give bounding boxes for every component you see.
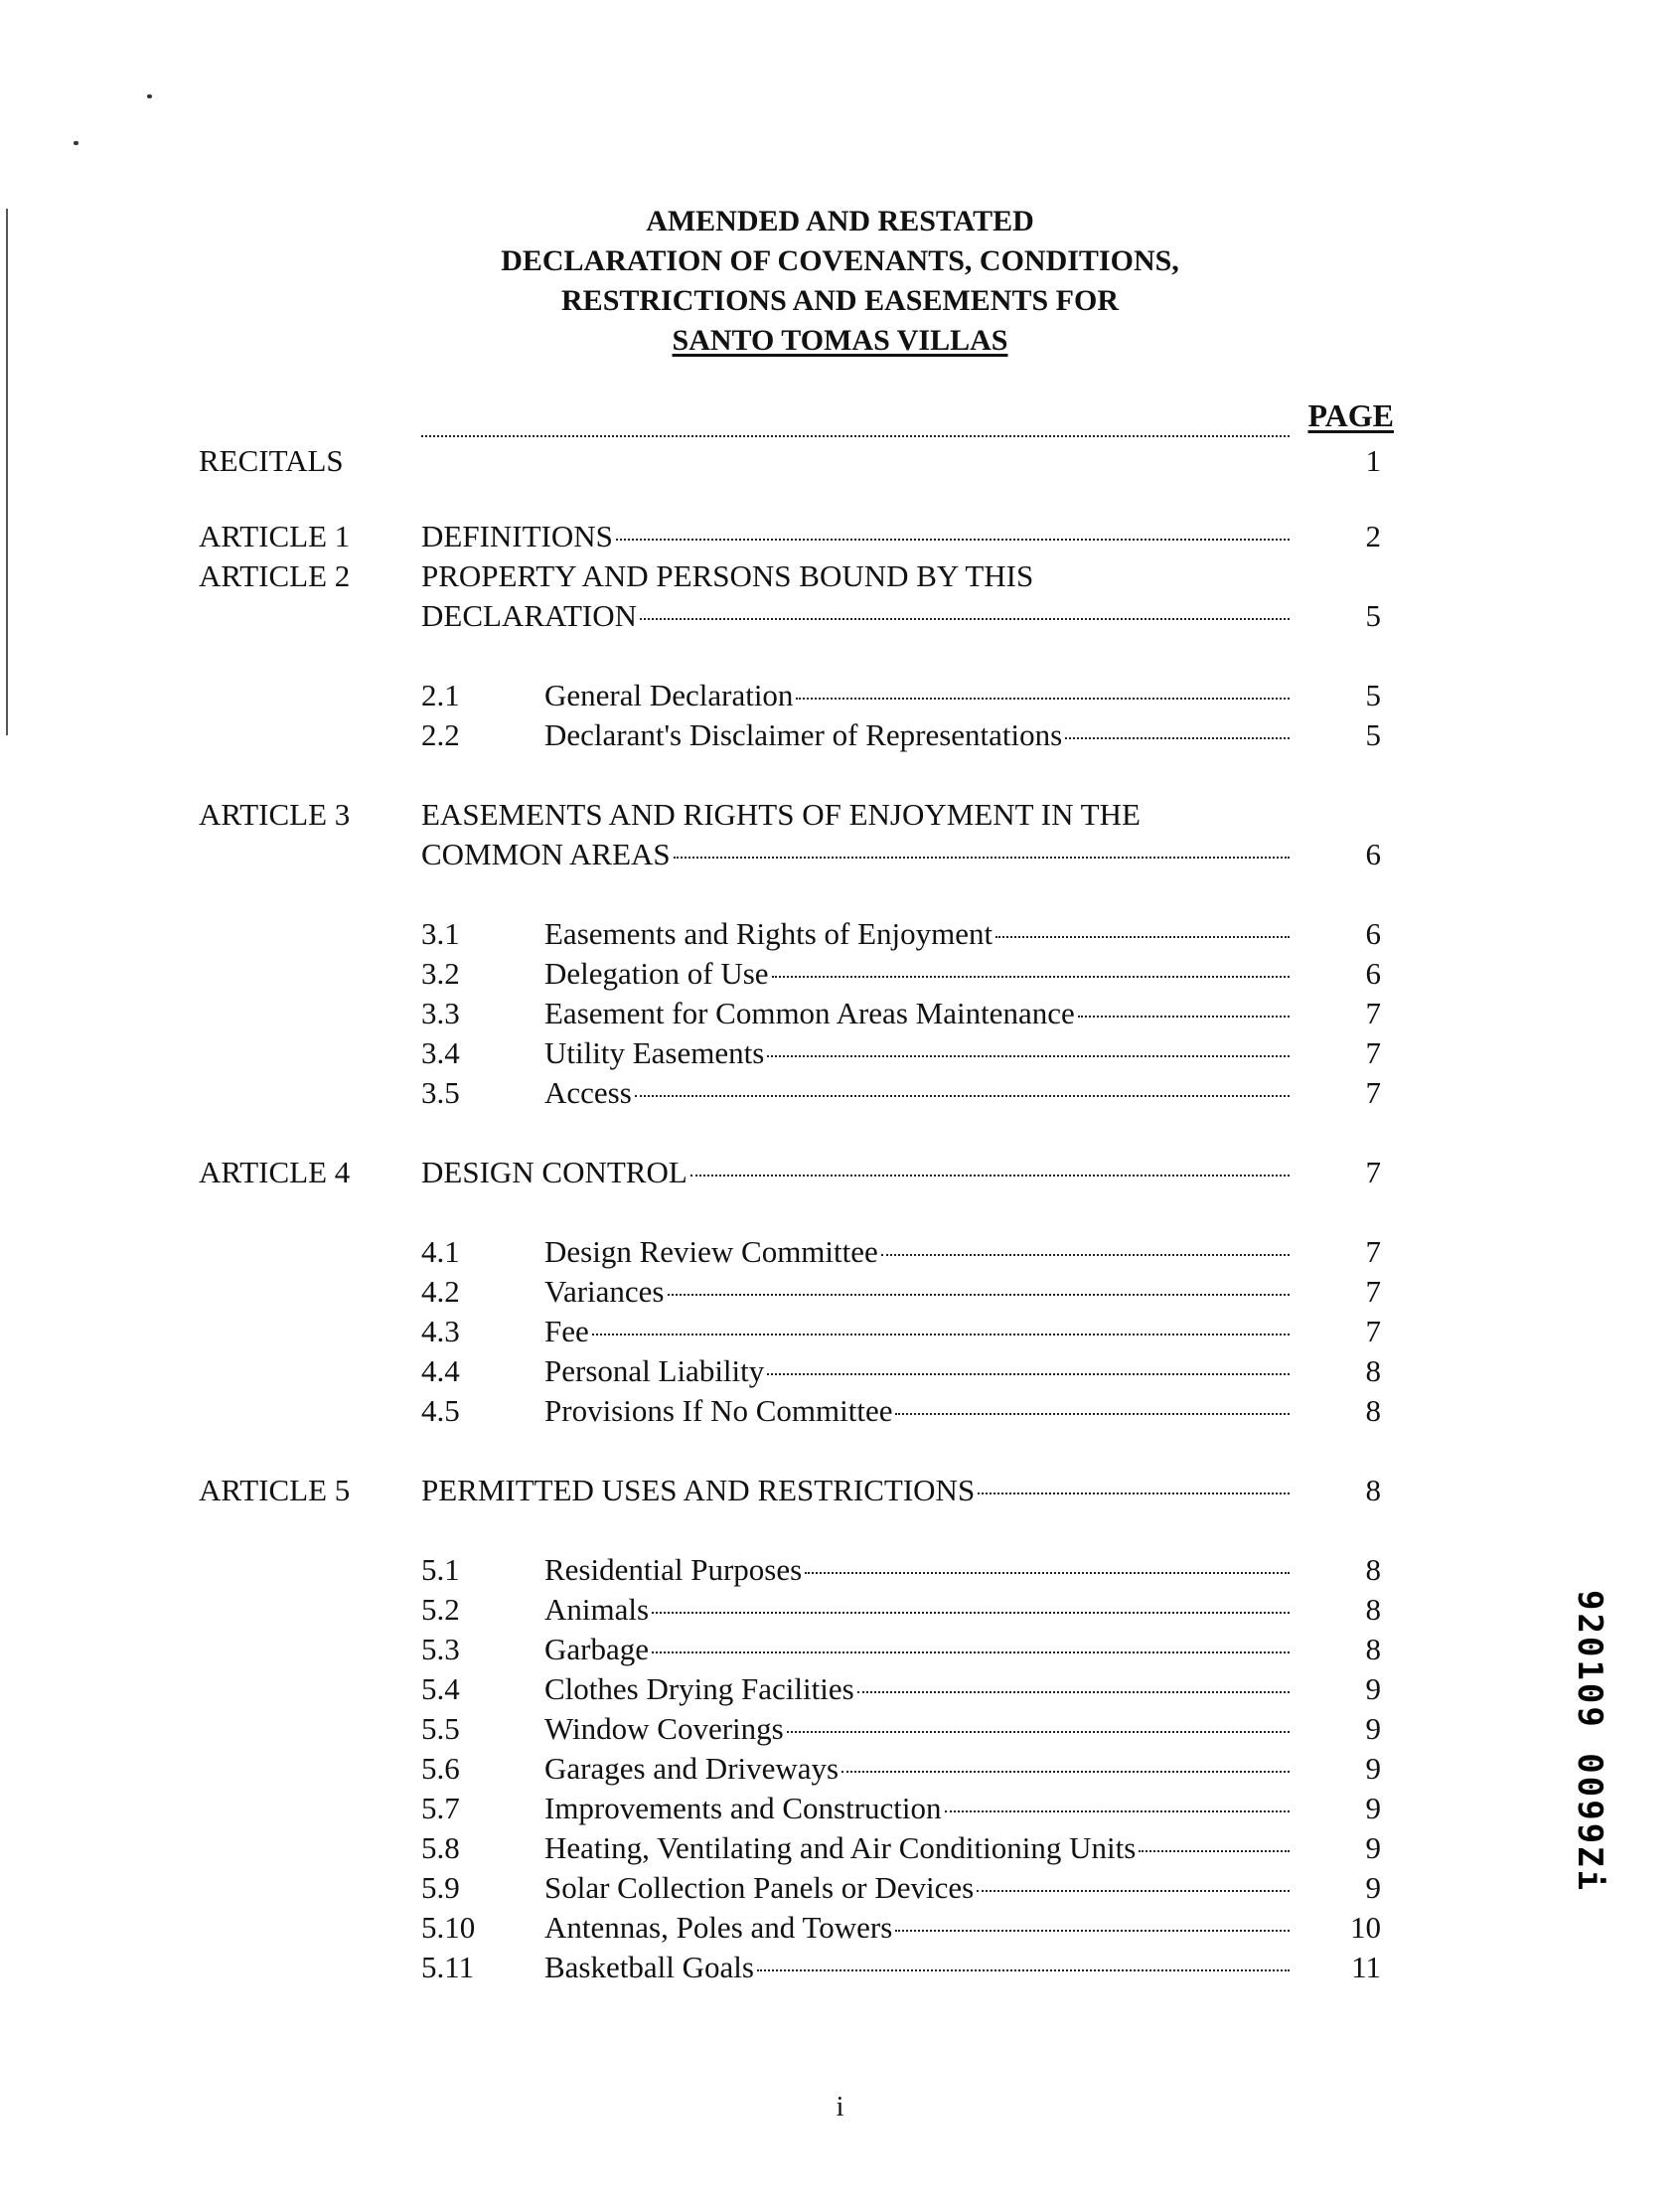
dot-leader: [592, 1333, 1290, 1336]
dot-leader: [857, 1690, 1290, 1693]
dot-leader: [652, 1650, 1290, 1653]
toc-section-title: Design Review Committee: [544, 1234, 878, 1269]
dot-leader: [995, 935, 1290, 938]
toc-row-section: [0, 913, 1680, 955]
margin-stamp: 920109 0099Zi: [1570, 1590, 1609, 1894]
toc-page-number: 8: [1365, 1393, 1381, 1428]
dot-leader: [421, 434, 1290, 437]
toc-page-number: 6: [1365, 916, 1381, 951]
toc-page-number: 8: [1365, 1592, 1381, 1627]
document-title: [0, 202, 1680, 361]
scan-speck: [147, 94, 152, 98]
toc-section-number: 5.9: [421, 1870, 460, 1905]
toc-row-section: [0, 1907, 1680, 1949]
toc-page-number: 6: [1365, 837, 1381, 871]
toc-row-article-4: [0, 1152, 1680, 1193]
toc-page-number: 8: [1365, 1473, 1381, 1507]
toc-row-section: [0, 1827, 1680, 1869]
toc-section-title: Garbage: [544, 1632, 649, 1666]
toc-section-title: Residential Purposes: [544, 1552, 803, 1587]
toc-row-section: [0, 1867, 1680, 1909]
toc-page-number: 5: [1365, 598, 1381, 633]
toc-section-number: 5.1: [421, 1552, 460, 1587]
toc-page-number: 7: [1365, 1274, 1381, 1309]
title-line-2: DECLARATION OF COVENANTS, CONDITIONS,: [501, 244, 1179, 277]
toc-title-line-1: PROPERTY AND PERSONS BOUND BY THIS: [421, 558, 1034, 593]
toc-row-section: [0, 1032, 1680, 1074]
toc-page-number: 7: [1365, 1314, 1381, 1348]
toc-label: ARTICLE 5: [199, 1473, 351, 1507]
toc-section-number: 5.2: [421, 1592, 460, 1627]
toc-page-number: 9: [1365, 1711, 1381, 1746]
toc-page-number: 5: [1365, 678, 1381, 712]
toc-row-section: [0, 1748, 1680, 1790]
toc-page-number: 7: [1365, 1075, 1381, 1110]
dot-leader: [881, 1253, 1290, 1256]
title-line-3: RESTRICTIONS AND EASEMENTS FOR: [561, 284, 1119, 317]
toc-entry: [544, 1350, 1290, 1392]
dot-leader: [652, 1611, 1290, 1614]
toc-section-number: 5.6: [421, 1751, 460, 1786]
toc-row-recitals: [0, 440, 1680, 482]
toc-entry: [544, 1668, 1290, 1710]
toc-section-number: 4.4: [421, 1353, 460, 1388]
toc-row-section: [0, 714, 1680, 756]
toc-row-section: [0, 1549, 1680, 1591]
toc-section-number: 3.5: [421, 1075, 460, 1110]
dot-leader: [895, 1929, 1290, 1932]
toc-section-number: 5.10: [421, 1910, 476, 1945]
dot-leader: [787, 1730, 1290, 1733]
dot-leader: [767, 1372, 1290, 1375]
toc-section-number: 3.4: [421, 1035, 460, 1070]
toc-entry: [544, 1311, 1290, 1352]
toc-section-number: 5.5: [421, 1711, 460, 1746]
toc-section-title: Antennas, Poles and Towers: [544, 1910, 893, 1945]
dot-leader: [1078, 1015, 1290, 1018]
toc-entry: [421, 1152, 1290, 1193]
toc-page-number: 9: [1365, 1870, 1381, 1905]
toc-page-number: 9: [1365, 1791, 1381, 1825]
toc-section-title: Improvements and Construction: [544, 1791, 942, 1825]
toc-row-section: [0, 953, 1680, 995]
toc-section-title: Easement for Common Areas Maintenance: [544, 996, 1075, 1030]
toc-row-section: [0, 1390, 1680, 1432]
toc-section-number: 5.3: [421, 1632, 460, 1666]
toc-page-number: 5: [1365, 717, 1381, 752]
toc-section-title: Animals: [544, 1592, 650, 1627]
toc-page-number: 9: [1365, 1751, 1381, 1786]
toc-entry: [544, 993, 1290, 1034]
toc-entry: [544, 1867, 1290, 1909]
dot-leader: [668, 1293, 1291, 1296]
toc-label: ARTICLE 1: [199, 519, 351, 553]
toc-section-number: 5.8: [421, 1830, 460, 1865]
toc-entry: [544, 1072, 1290, 1114]
toc-section-number: 5.7: [421, 1791, 460, 1825]
toc-page-number: 7: [1365, 1234, 1381, 1269]
dot-leader: [978, 1492, 1290, 1494]
toc-row-section: [0, 1072, 1680, 1114]
toc-page-number: 9: [1365, 1830, 1381, 1865]
toc-page-number: 11: [1351, 1950, 1381, 1984]
toc-section-number: 4.2: [421, 1274, 460, 1309]
toc-entry: [544, 1032, 1290, 1074]
toc-entry: [544, 1907, 1290, 1949]
toc-page-number: 7: [1365, 1035, 1381, 1070]
toc-row-section: [0, 1629, 1680, 1670]
toc-row-section: [0, 1311, 1680, 1352]
toc-entry: [421, 595, 1290, 637]
toc-row-article-2-cont: [0, 595, 1680, 637]
toc-section-title: Solar Collection Panels or Devices: [544, 1870, 975, 1905]
toc-entry: [544, 913, 1290, 955]
dot-leader: [757, 1968, 1290, 1971]
dot-leader: [616, 538, 1290, 541]
dot-leader: [1139, 1849, 1290, 1852]
toc-entry: [544, 714, 1290, 756]
title-line-1: AMENDED AND RESTATED: [646, 205, 1034, 237]
dot-leader: [772, 975, 1290, 978]
toc-page-number: 10: [1350, 1910, 1381, 1945]
toc-row-section: [0, 1708, 1680, 1750]
toc-entry: [544, 1549, 1290, 1591]
toc-section-title: Fee: [544, 1314, 589, 1348]
dot-leader: [805, 1571, 1290, 1574]
title-line-4: SANTO TOMAS VILLAS: [672, 324, 1008, 357]
toc-section-title: Heating, Ventilating and Air Conditioning Units: [544, 1830, 1137, 1865]
toc-section-number: 5.4: [421, 1671, 460, 1706]
toc-section-number: 4.5: [421, 1393, 460, 1428]
toc-row-article-3-cont: [0, 834, 1680, 875]
toc-section-title: General Declaration: [544, 678, 794, 712]
toc-row-section: [0, 1231, 1680, 1273]
toc-title-line-1: EASEMENTS AND RIGHTS OF ENJOYMENT IN THE: [421, 797, 1141, 832]
toc-section-number: 4.3: [421, 1314, 460, 1348]
toc-section-title: Garages and Driveways: [544, 1751, 840, 1786]
toc-entry: [421, 440, 1290, 443]
toc-entry: [544, 1748, 1290, 1790]
toc-title: PERMITTED USES AND RESTRICTIONS: [421, 1473, 976, 1507]
scan-speck: [74, 141, 78, 145]
toc-entry: [421, 834, 1290, 875]
toc-page-number: 8: [1365, 1632, 1381, 1666]
toc-page-number: 8: [1365, 1552, 1381, 1587]
dot-leader: [977, 1889, 1290, 1892]
toc-section-title: Personal Liability: [544, 1353, 765, 1388]
toc-entry: [544, 1827, 1290, 1869]
toc-section-number: 3.1: [421, 916, 460, 951]
dot-leader: [640, 617, 1290, 620]
toc-entry: [544, 1390, 1290, 1432]
toc-entry: [544, 1271, 1290, 1313]
toc-label: ARTICLE 4: [199, 1155, 351, 1189]
toc-row-article-2: [0, 555, 1680, 597]
toc-section-title: Variances: [544, 1274, 665, 1309]
toc-entry: [544, 1589, 1290, 1631]
toc-section-number: 2.2: [421, 717, 460, 752]
toc-entry: [544, 1231, 1290, 1273]
toc-section-number: 3.3: [421, 996, 460, 1030]
toc-row-article-5: [0, 1470, 1680, 1511]
toc-section-title: Declarant's Disclaimer of Representations: [544, 717, 1063, 752]
dot-leader: [767, 1054, 1290, 1057]
toc-section-title: Delegation of Use: [544, 956, 769, 991]
toc-entry: [544, 1788, 1290, 1829]
toc-entry: [544, 675, 1290, 716]
toc-row-article-3: [0, 794, 1680, 836]
toc-title: DESIGN CONTROL: [421, 1155, 687, 1189]
toc-page-number: 7: [1365, 1155, 1381, 1189]
toc-row-section: [0, 1589, 1680, 1631]
dot-leader: [945, 1809, 1291, 1812]
dot-leader: [635, 1094, 1290, 1097]
toc-entry: [544, 1629, 1290, 1670]
toc-section-title: Utility Easements: [544, 1035, 765, 1070]
dot-leader: [1065, 736, 1290, 739]
toc-entry: [421, 1470, 1290, 1511]
toc-section-title: Clothes Drying Facilities: [544, 1671, 854, 1706]
toc-row-section: [0, 1668, 1680, 1710]
toc-section-title: Provisions If No Committee: [544, 1393, 893, 1428]
toc-entry: [544, 953, 1290, 995]
toc-page-number: 7: [1365, 996, 1381, 1030]
toc-page-number: 2: [1365, 519, 1381, 553]
toc-section-number: 2.1: [421, 678, 460, 712]
toc-section-title: Access: [544, 1075, 632, 1110]
toc-entry: [544, 1947, 1290, 1988]
toc-entry: [544, 1708, 1290, 1750]
toc-row-section: [0, 1350, 1680, 1392]
toc-row-section: [0, 675, 1680, 716]
toc-section-number: 5.11: [421, 1950, 475, 1984]
dot-leader: [674, 856, 1290, 859]
dot-leader: [690, 1174, 1290, 1177]
toc-section-number: 4.1: [421, 1234, 460, 1269]
toc-row-section: [0, 993, 1680, 1034]
toc-row-section: [0, 1788, 1680, 1829]
toc-row-article-1: [0, 516, 1680, 557]
toc-page-number: 8: [1365, 1353, 1381, 1388]
toc-page-number: 9: [1365, 1671, 1381, 1706]
toc-section-title: Basketball Goals: [544, 1950, 754, 1984]
page-column-header: PAGE: [1307, 397, 1394, 433]
toc-title: DEFINITIONS: [421, 519, 613, 553]
toc-title-line-2: DECLARATION: [421, 598, 637, 633]
toc-label: ARTICLE 3: [199, 797, 351, 832]
dot-leader: [841, 1770, 1290, 1773]
toc-title-line-2: COMMON AREAS: [421, 837, 671, 871]
footer-page-number: i: [836, 2092, 844, 2122]
toc-row-section: [0, 1947, 1680, 1988]
dot-leader: [895, 1412, 1290, 1415]
toc-entry: [421, 516, 1290, 557]
toc-section-title: Window Coverings: [544, 1711, 784, 1746]
toc-section-number: 3.2: [421, 956, 460, 991]
toc-label: RECITALS: [199, 443, 344, 478]
toc-page-number: 6: [1365, 956, 1381, 991]
toc-label: ARTICLE 2: [199, 558, 351, 593]
toc-section-title: Easements and Rights of Enjoyment: [544, 916, 993, 951]
dot-leader: [796, 697, 1290, 700]
toc-page-number: 1: [1365, 443, 1381, 478]
toc-row-section: [0, 1271, 1680, 1313]
